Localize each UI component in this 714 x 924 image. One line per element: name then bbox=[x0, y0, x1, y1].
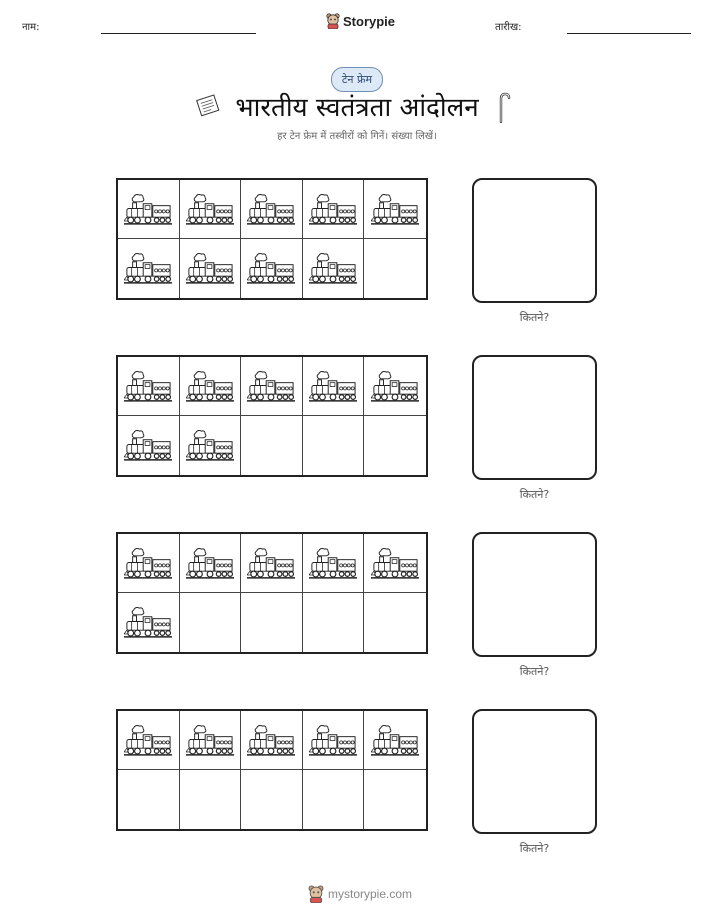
answer-box[interactable] bbox=[472, 355, 597, 480]
steam-train-icon bbox=[124, 724, 172, 757]
ten-frame-cell bbox=[118, 239, 180, 298]
ten-frame-cell bbox=[303, 416, 365, 475]
page-title: भारतीय स्वतंत्रता आंदोलन bbox=[235, 93, 479, 123]
steam-train-icon bbox=[247, 370, 295, 403]
ten-frame-cell bbox=[180, 534, 242, 593]
name-line[interactable] bbox=[101, 33, 256, 34]
ten-frame-cell bbox=[364, 416, 426, 475]
steam-train-icon bbox=[371, 547, 419, 580]
ten-frame-cell bbox=[241, 770, 303, 829]
steam-train-icon bbox=[371, 724, 419, 757]
ten-frame-cell bbox=[364, 357, 426, 416]
ten-frame-cell bbox=[180, 239, 242, 298]
steam-train-icon bbox=[371, 370, 419, 403]
steam-train-icon bbox=[309, 547, 357, 580]
ten-frame-cell bbox=[118, 770, 180, 829]
ten-frame bbox=[116, 355, 428, 477]
brand bbox=[326, 13, 395, 29]
steam-train-icon bbox=[247, 724, 295, 757]
ten-frame-cell bbox=[241, 239, 303, 298]
steam-train-icon bbox=[309, 370, 357, 403]
date-label: तारीख: bbox=[495, 22, 522, 33]
steam-train-icon bbox=[309, 252, 357, 285]
steam-train-icon bbox=[371, 193, 419, 226]
steam-train-icon bbox=[124, 370, 172, 403]
answer-prompt: कितने? bbox=[519, 488, 550, 501]
steam-train-icon bbox=[124, 606, 172, 639]
ten-frame-cell bbox=[364, 593, 426, 652]
instructions: हर टेन फ्रेम में तस्वीरों को गिनें। संख्या लिखें। bbox=[277, 131, 437, 142]
ten-frame-cell bbox=[180, 593, 242, 652]
steam-train-icon bbox=[186, 429, 234, 462]
answer-box[interactable] bbox=[472, 532, 597, 657]
steam-train-icon bbox=[186, 724, 234, 757]
ten-frame-cell bbox=[118, 593, 180, 652]
name-label: नाम: bbox=[22, 22, 40, 33]
answer-box[interactable] bbox=[472, 709, 597, 834]
ten-frame-cell bbox=[180, 416, 242, 475]
brand-name: Storypie bbox=[343, 13, 396, 29]
footer-url: mystorypie.com bbox=[328, 887, 413, 901]
steam-train-icon bbox=[124, 429, 172, 462]
ten-frame-cell bbox=[180, 357, 242, 416]
ten-frame-cell bbox=[303, 180, 365, 239]
steam-train-icon bbox=[247, 252, 295, 285]
steam-train-icon bbox=[124, 193, 172, 226]
ten-frame-cell bbox=[303, 534, 365, 593]
date-line[interactable] bbox=[567, 33, 691, 34]
steam-train-icon bbox=[186, 252, 234, 285]
ten-frame-cell bbox=[241, 534, 303, 593]
ten-frame-cell bbox=[303, 593, 365, 652]
steam-train-icon bbox=[247, 193, 295, 226]
ten-frame-cell bbox=[241, 711, 303, 770]
ten-frame-cell bbox=[303, 770, 365, 829]
steam-train-icon bbox=[186, 547, 234, 580]
ten-frame-cell bbox=[303, 711, 365, 770]
steam-train-icon bbox=[309, 724, 357, 757]
ten-frame-cell bbox=[118, 357, 180, 416]
ten-frame bbox=[116, 178, 428, 300]
ten-frame-cell bbox=[118, 416, 180, 475]
steam-train-icon bbox=[124, 547, 172, 580]
steam-train-icon bbox=[247, 547, 295, 580]
steam-train-icon bbox=[309, 193, 357, 226]
steam-train-icon bbox=[186, 370, 234, 403]
ten-frame-cell bbox=[180, 180, 242, 239]
ten-frame-cell bbox=[241, 357, 303, 416]
ten-frame-cell bbox=[303, 357, 365, 416]
ten-frame-cell bbox=[303, 239, 365, 298]
ten-frame-cell bbox=[364, 534, 426, 593]
ten-frame-cell bbox=[364, 770, 426, 829]
ten-frame-cell bbox=[241, 180, 303, 239]
worksheet-type-badge: टेन फ्रेम bbox=[331, 67, 383, 92]
steam-train-icon bbox=[124, 252, 172, 285]
answer-prompt: कितने? bbox=[519, 311, 550, 324]
walking-stick-icon bbox=[495, 91, 511, 123]
ten-frame bbox=[116, 532, 428, 654]
ten-frame-cell bbox=[118, 534, 180, 593]
ten-frame-cell bbox=[364, 711, 426, 770]
ten-frame-cell bbox=[118, 180, 180, 239]
answer-prompt: कितने? bbox=[519, 665, 550, 678]
answer-box[interactable] bbox=[472, 178, 597, 303]
answer-prompt: कितने? bbox=[519, 842, 550, 855]
steam-train-icon bbox=[186, 193, 234, 226]
ten-frame-cell bbox=[180, 711, 242, 770]
ten-frame bbox=[116, 709, 428, 831]
ten-frame-cell bbox=[118, 711, 180, 770]
ten-frame-cell bbox=[241, 593, 303, 652]
storypie-mascot-icon bbox=[326, 13, 340, 29]
ten-frame-cell bbox=[241, 416, 303, 475]
ten-frame-cell bbox=[364, 180, 426, 239]
ten-frame-cell bbox=[180, 770, 242, 829]
footer bbox=[308, 885, 412, 903]
storypie-mascot-icon bbox=[308, 885, 324, 903]
ten-frame-cell bbox=[364, 239, 426, 298]
